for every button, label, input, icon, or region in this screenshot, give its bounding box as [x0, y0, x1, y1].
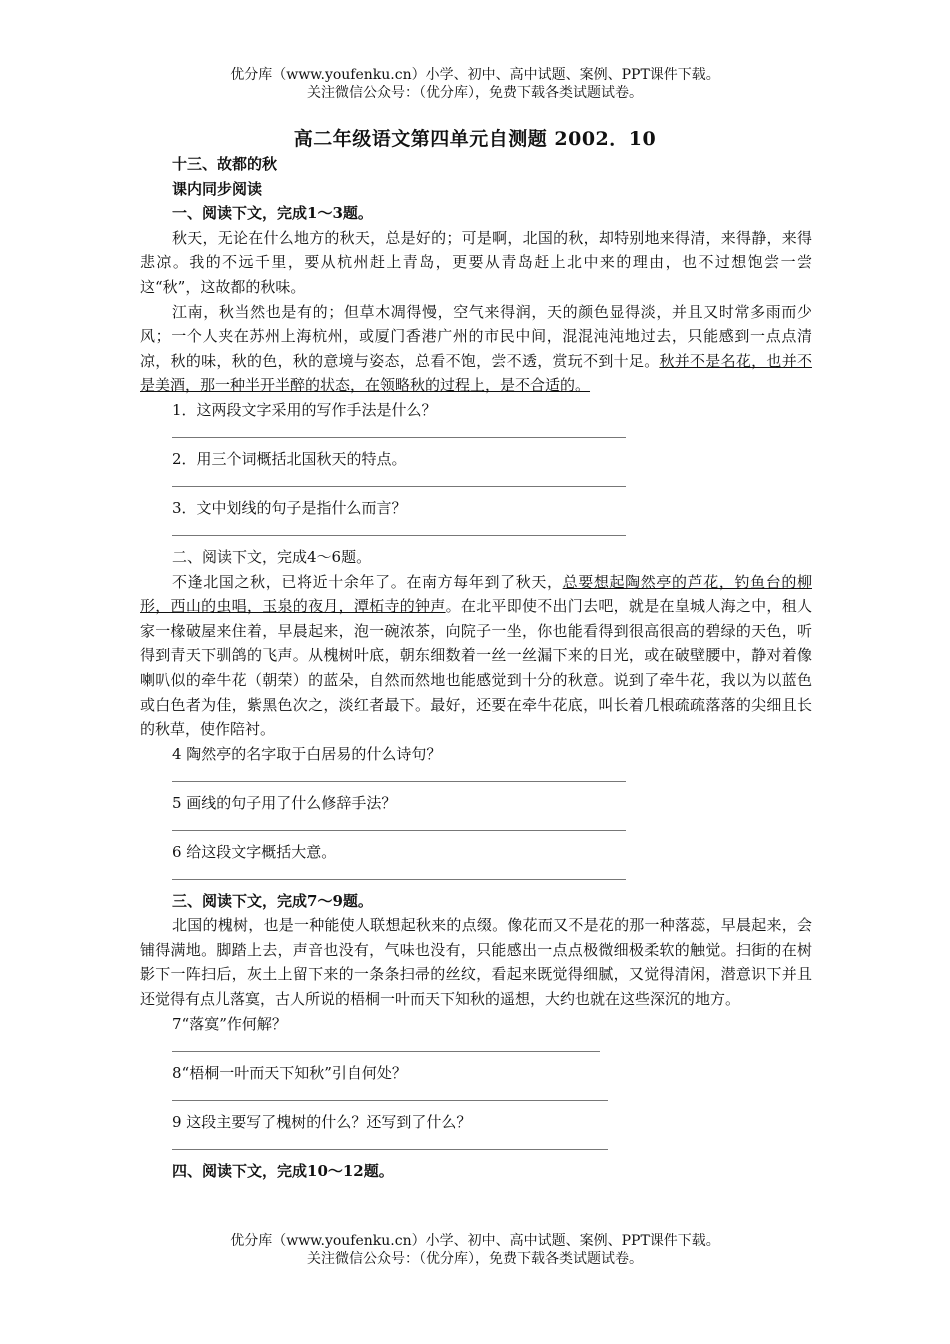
question-6: 6 给这段文字概括大意。	[172, 842, 337, 861]
question-9: 9 这段主要写了槐树的什么？还写到了什么？	[172, 1112, 472, 1131]
section1-paragraph-2-text: 江南，秋当然也是有的；但草木凋得慢，空气来得润，天的颜色显得淡，并且又时常多雨而少风；一个人夹在苏州上海杭州，或厦门香港广州的市民中间，混混沌沌地过去，只能感到一点点清凉，秋的味，秋的色，秋的意境与姿态，总看不饱，尝不透，赏玩不到十足。	[140, 302, 812, 370]
lesson-title: 十三、故都的秋	[172, 155, 278, 173]
page-title: 高二年级语文第四单元自测题 2002．10	[293, 128, 657, 150]
section-subtitle: 课内同步阅读	[172, 179, 263, 198]
answer-line-4[interactable]	[140, 767, 812, 791]
footer-line-2: 关注微信公众号：（优分库），免费下载各类试题试卷。	[307, 1251, 643, 1267]
header-line-2: 关注微信公众号：（优分库），免费下载各类试题试卷。	[307, 85, 643, 101]
answer-line-5[interactable]	[140, 816, 812, 840]
section1-heading: 一、阅读下文，完成1～3题。	[172, 204, 373, 223]
page-footer	[0, 1232, 950, 1268]
underlined-sentence: 秋并不是名花，也并不是美酒，那一种半开半醉的状态，在领略秋的过程上，是不合适的。	[140, 351, 812, 395]
document-body	[140, 152, 812, 1183]
question-8: 8“梧桐一叶而天下知秋”引自何处？	[172, 1063, 407, 1082]
section2-text-before: 不逢北国之秋，已将近十余年了。在南方每年到了秋天，	[172, 572, 563, 591]
section3-paragraph: 北国的槐树，也是一种能使人联想起秋来的点缀。像花而又不是花的那一种落蕊，早晨起来，会铺得满地。脚踏上去，声音也没有，气味也没有，只能感出一点点极微细极柔软的触觉。扫街的在树影下一阵扫后，灰土上留下来的一条条扫帚的丝纹，看起来既觉得细腻，又觉得清闲，潜意识下并且还觉得有点儿落寞，古人所说的梧桐一叶而天下知秋的遥想，大约也就在这些深沉的地方。	[140, 916, 812, 1009]
section1-paragraph-1: 秋天，无论在什么地方的秋天，总是好的；可是啊，北国的秋，却特别地来得清，来得静，来得悲凉。我的不远千里，要从杭州赶上青岛，更要从青岛赶上北中来的理由，也不过想饱尝一尝这“秋”，这故都的秋味。	[140, 228, 812, 296]
answer-line-2[interactable]	[140, 472, 812, 496]
section1-paragraph-2	[140, 300, 812, 398]
answer-line-9[interactable]	[140, 1135, 812, 1159]
section4-heading: 四、阅读下文，完成10～12题。	[172, 1161, 394, 1180]
footer-line-1: 优分库（www.youfenku.cn）小学、初中、高中试题、案例、PPT课件下载。	[230, 1233, 720, 1249]
answer-line-8[interactable]	[140, 1086, 812, 1110]
section2-heading: 二、阅读下文，完成4～6题。	[172, 547, 372, 566]
section2-paragraph	[140, 570, 812, 742]
answer-line-6[interactable]	[140, 865, 812, 889]
page-header	[0, 66, 950, 102]
question-2: 2．用三个词概括北国秋天的特点。	[172, 449, 407, 468]
header-line-1: 优分库（www.youfenku.cn）小学、初中、高中试题、案例、PPT课件下载。	[230, 67, 720, 83]
answer-line-7[interactable]	[140, 1037, 812, 1061]
question-1: 1．这两段文字采用的写作手法是什么？	[172, 400, 437, 419]
answer-line-1[interactable]	[140, 423, 812, 447]
underlined-sentence: 总要想起陶然亭的芦花，钓鱼台的柳形，西山的虫唱，玉泉的夜月，潭柘寺的钟声	[140, 572, 812, 616]
section3-heading: 三、阅读下文，完成7～9题。	[172, 891, 373, 910]
question-5: 5 画线的句子用了什么修辞手法？	[172, 793, 397, 812]
answer-line-3[interactable]	[140, 521, 812, 545]
section2-text-after: 。在北平即使不出门去吧，就是在皇城人海之中，租人家一椽破屋来住着，早晨起来，泡一碗浓茶，向院子一坐，你也能看得到很高很高的碧绿的天色，听得到青天下驯鸽的飞声。从槐树叶底，朝东细数着一丝一丝漏下来的日光，或在破壁腰中，静对着像喇叭似的牵牛花（朝荣）的蓝朵，自然而然地也能感觉到十分的秋意。说到了牵牛花，我以为以蓝色或白色者为佳，紫黑色次之，淡红者最下。最好，还要在牵牛花底，叫长着几根疏疏落落的尖细且长的秋草，使作陪衬。	[140, 597, 812, 739]
question-3: 3．文中划线的句子是指什么而言？	[172, 498, 407, 517]
question-4: 4 陶然亭的名字取于白居易的什么诗句？	[172, 744, 442, 763]
question-7: 7“落寞”作何解？	[172, 1014, 287, 1033]
